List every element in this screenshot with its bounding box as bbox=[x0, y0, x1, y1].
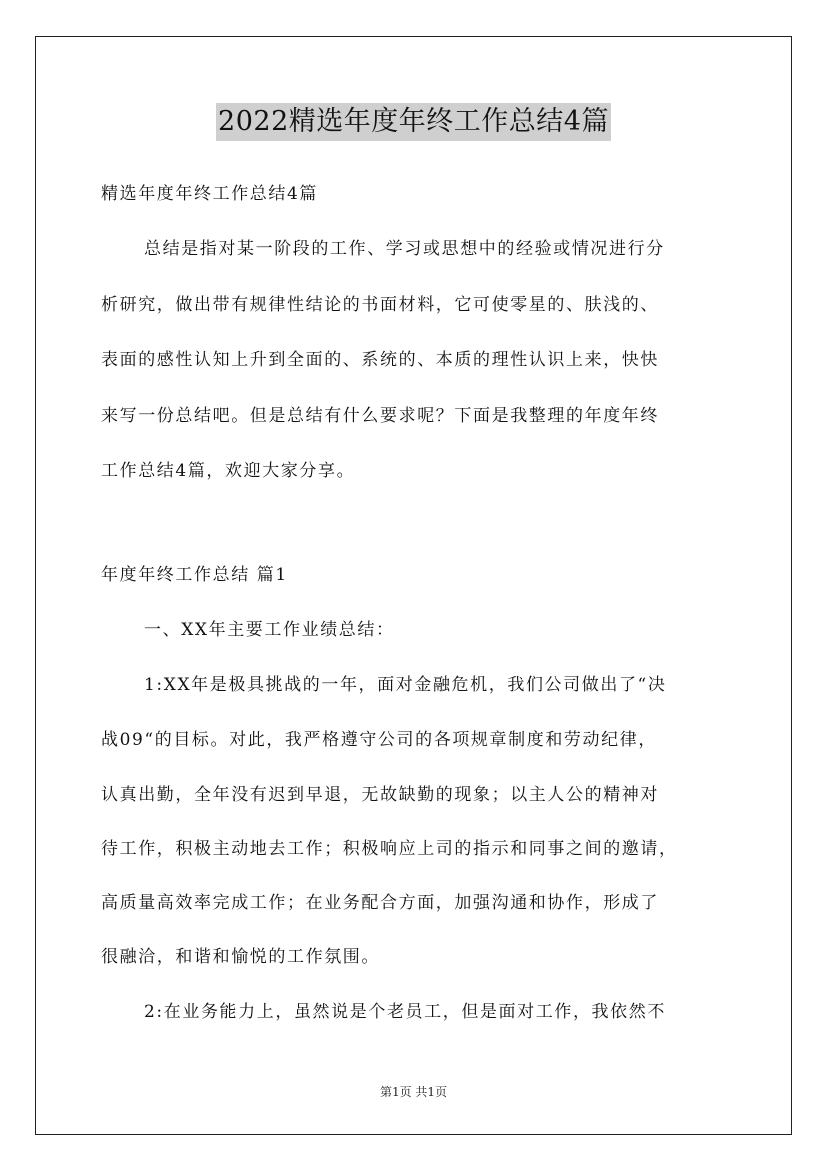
page-footer: 第1页 共1页 bbox=[379, 1085, 448, 1099]
paragraph-line: 待工作，积极主动地去工作；积极响应上司的指示和同事之间的邀请， bbox=[101, 839, 678, 859]
title-container bbox=[0, 103, 827, 141]
paragraph-line: 认真出勤，全年没有迟到早退，无故缺勤的现象；以主人公的精神对 bbox=[101, 785, 659, 805]
intro-line: 总结是指对某一阶段的工作、学习或思想中的经验或情况进行分 bbox=[144, 239, 665, 259]
intro-line: 工作总结4篇，欢迎大家分享。 bbox=[101, 461, 356, 481]
intro-line: 来写一份总结吧。但是总结有什么要求呢？下面是我整理的年度年终 bbox=[101, 406, 659, 426]
subheading: 一、XX年主要工作业绩总结： bbox=[144, 620, 395, 640]
paragraph-line: 很融洽，和谐和愉悦的工作氛围。 bbox=[101, 947, 380, 967]
paragraph-line: 战09“的目标。对此，我严格遵守公司的各项规章制度和劳动纪律， bbox=[101, 730, 657, 750]
paragraph-line: 高质量高效率完成工作；在业务配合方面，加强沟通和协作，形成了 bbox=[101, 893, 659, 913]
paragraph-line: 1:XX年是极具挑战的一年，面对金融危机，我们公司做出了“决 bbox=[144, 675, 667, 695]
document-title: 2022精选年度年终工作总结4篇 bbox=[216, 103, 611, 141]
paragraph-line: 2:在业务能力上，虽然说是个老员工，但是面对工作，我依然不 bbox=[144, 1002, 666, 1022]
section-heading: 年度年终工作总结 篇1 bbox=[101, 565, 288, 585]
document-subtitle: 精选年度年终工作总结4篇 bbox=[101, 184, 319, 204]
intro-line: 析研究，做出带有规律性结论的书面材料，它可使零星的、肤浅的、 bbox=[101, 295, 659, 315]
intro-line: 表面的感性认知上升到全面的、系统的、本质的理性认识上来，快快 bbox=[101, 350, 659, 370]
